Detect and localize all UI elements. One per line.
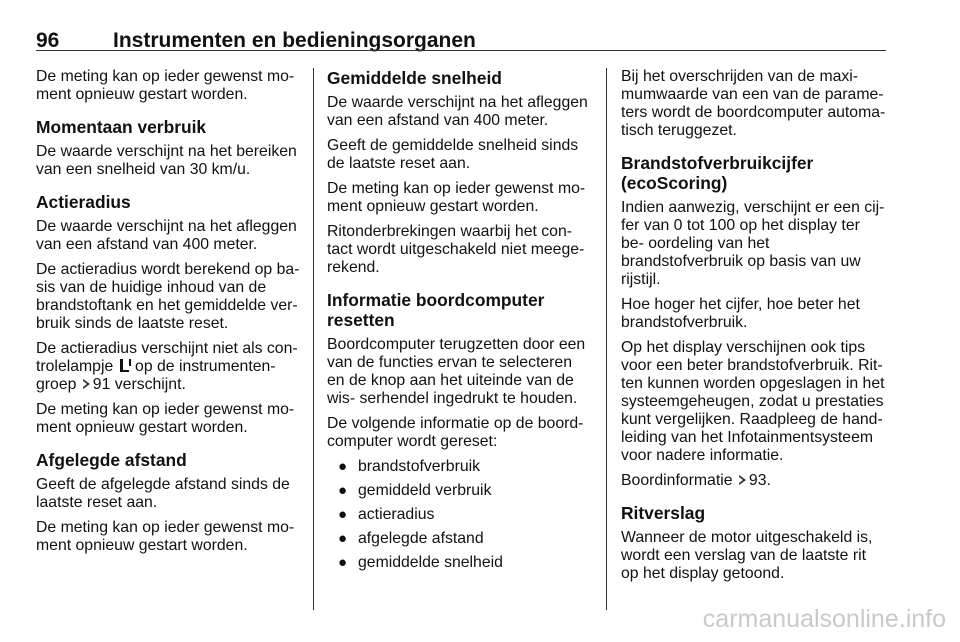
paragraph: Geeft de afgelegde afstand sinds de laatste reset aan.	[36, 476, 290, 511]
bullet-icon: ●	[338, 458, 348, 475]
page-reference[interactable]: 93.	[748, 472, 771, 489]
text: De actieradius verschijnt niet als con- trolelampje	[36, 340, 298, 375]
paragraph: De waarde verschijnt na het afleggen van een afstand van 400 meter.	[327, 94, 588, 129]
paragraph: De volgende informatie op de boord- computer wordt gereset:	[327, 415, 584, 450]
text: op de instrumenten- groep	[36, 358, 276, 393]
column-divider-1	[313, 68, 314, 610]
list-item-label: afgelegde afstand	[358, 530, 484, 547]
section-heading-afgelegde-afstand: Afgelegde afstand	[36, 450, 187, 470]
paragraph: De actieradius wordt berekend op ba- sis van de huidige inhoud van de brandstoftank en het gemiddelde ver- bruik sinds de laatste reset.	[36, 261, 300, 332]
section-heading-gemiddelde-snelheid: Gemiddelde snelheid	[327, 68, 502, 88]
paragraph: Ritonderbrekingen waarbij het con- tact wordt uitgeschakeld niet meege- rekend.	[327, 223, 585, 276]
watermark: carmanualsonline.info	[702, 605, 946, 633]
paragraph: De meting kan op ieder gewenst mo- ment opnieuw gestart worden.	[36, 401, 295, 436]
list-item	[327, 554, 593, 572]
paragraph: De meting kan op ieder gewenst mo- ment opnieuw gestart worden.	[327, 180, 586, 215]
paragraph: De meting kan op ieder gewenst mo- ment opnieuw gestart worden.	[36, 519, 295, 554]
paragraph: Boordcomputer terugzetten door een van de functies ervan te selecteren en de knop aan het uiteinde van de wis- serhendel ingedrukt te houden.	[327, 336, 586, 407]
list-item-label: brandstofverbruik	[358, 458, 481, 475]
column-1	[36, 68, 302, 562]
paragraph: Op het display verschijnen ook tips voor een beter brandstofverbruik. Rit- ten kunnen worden opgeslagen in het systeemgeheugen, zodat u prestaties kunt vergelijken. Raadpleeg de hand- leiding van het Infotainmentsysteem voor nadere informatie.	[621, 339, 885, 464]
bullet-icon: ●	[338, 482, 348, 499]
section-heading-informatie-resetten: Informatie boordcomputer resetten	[327, 290, 545, 330]
list-item	[327, 482, 593, 500]
fuel-gauge-icon	[120, 359, 129, 372]
list-item	[327, 506, 593, 524]
page-reference-arrow-icon	[739, 475, 746, 485]
bullet-icon: ●	[338, 506, 348, 523]
page-number: 96	[36, 29, 60, 52]
text: Boordinformatie	[621, 472, 733, 489]
bullet-icon: ●	[338, 554, 348, 571]
list-item-label: actieradius	[358, 506, 435, 523]
page-title: Instrumenten en bedieningsorganen	[113, 29, 476, 52]
page-reference-arrow-icon	[83, 379, 90, 389]
paragraph: Hoe hoger het cijfer, hoe beter het brandstofverbruik.	[621, 296, 860, 331]
paragraph: De waarde verschijnt na het afleggen van een afstand van 400 meter.	[36, 218, 297, 253]
list-item	[327, 530, 593, 548]
list-item-label: gemiddelde snelheid	[358, 554, 503, 571]
column-divider-2	[606, 68, 607, 610]
paragraph: De meting kan op ieder gewenst mo- ment opnieuw gestart worden.	[36, 68, 295, 103]
paragraph: Wanneer de motor uitgeschakeld is, wordt een verslag van de laatste rit op het display getoond.	[621, 529, 873, 582]
list-item-label: gemiddeld verbruik	[358, 482, 492, 499]
section-heading-brandstofverbruikcijfer: Brandstofverbruikcijfer (ecoScoring)	[621, 153, 814, 193]
paragraph-with-reference	[621, 472, 887, 490]
bullet-icon: ●	[338, 530, 348, 547]
header-divider	[36, 50, 886, 51]
section-heading-momentaan-verbruik: Momentaan verbruik	[36, 117, 207, 137]
page-reference[interactable]: 91 verschijnt.	[92, 376, 186, 393]
paragraph: Bij het overschrijden van de maxi- mumwaarde van een van de parame- ters wordt de boordcomputer automa- tisch teruggezet.	[621, 68, 886, 139]
section-heading-actieradius: Actieradius	[36, 192, 131, 212]
reset-items-list	[327, 458, 593, 572]
column-3	[621, 68, 887, 590]
paragraph: De waarde verschijnt na het bereiken van een snelheid van 30 km/u.	[36, 143, 297, 178]
paragraph: Geeft de gemiddelde snelheid sinds de laatste reset aan.	[327, 137, 579, 172]
column-2	[327, 68, 593, 578]
paragraph: Indien aanwezig, verschijnt er een cij- fer van 0 tot 100 op het display ter be- oordeling van het brandstofverbruik op basis van uw rijstijl.	[621, 199, 885, 288]
list-item	[327, 458, 593, 476]
section-heading-ritverslag: Ritverslag	[621, 503, 706, 523]
paragraph-with-icon	[36, 340, 302, 394]
